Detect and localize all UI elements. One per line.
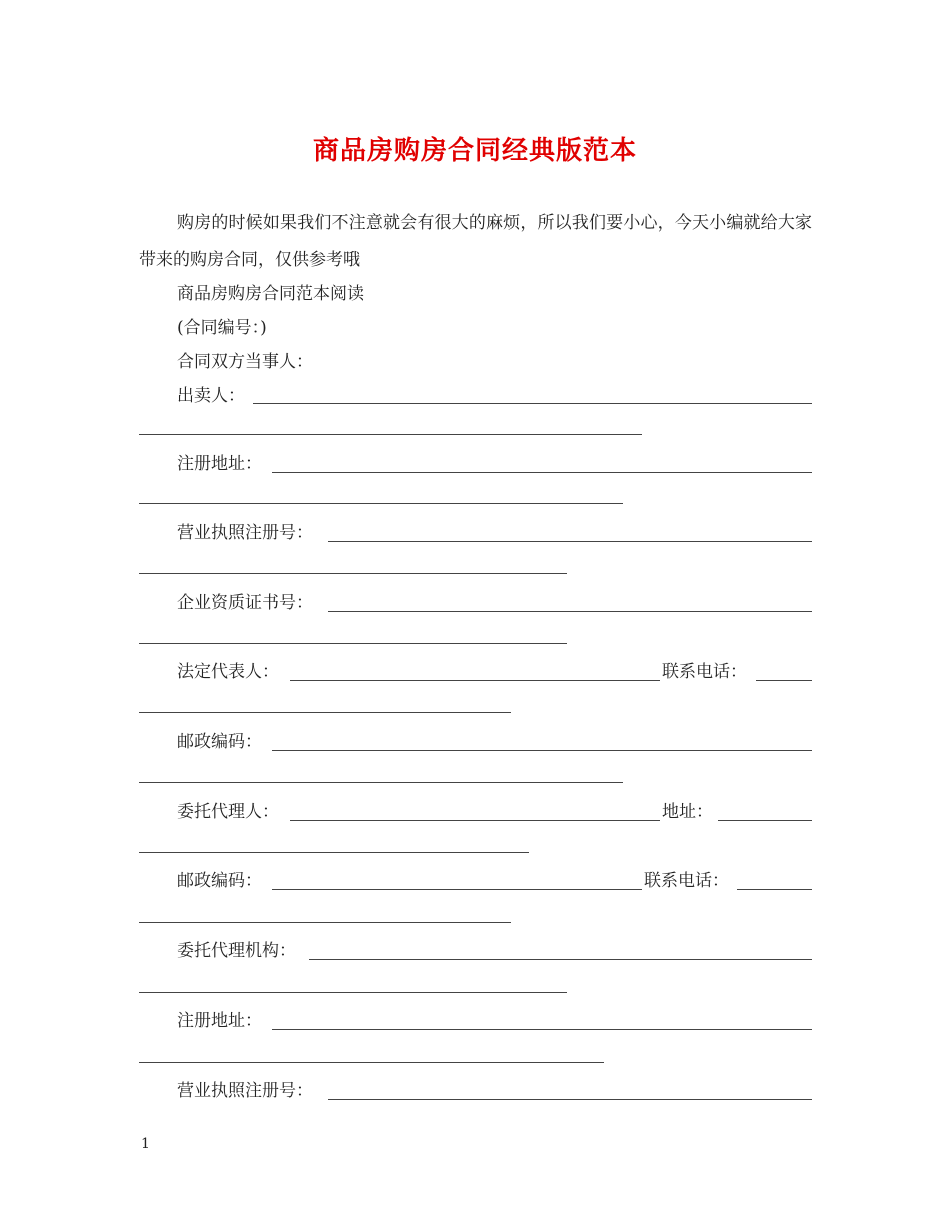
legal-representative-blank-line	[290, 680, 660, 681]
seller-label: 出卖人：	[177, 386, 245, 406]
agency-blank-line-continued	[139, 992, 567, 993]
page-number: 1	[141, 1136, 150, 1152]
agency-registered-address-blank-line-continued	[139, 1062, 604, 1063]
postal-code-label: 邮政编码：	[177, 732, 262, 752]
qualification-cert-blank-line-continued	[139, 643, 567, 644]
seller-blank-line-continued	[139, 434, 642, 435]
seller-blank-line	[253, 403, 812, 404]
intro-paragraph: 购房的时候如果我们不注意就会有很大的麻烦，所以我们要小心，今天小编就给大家带来的购房合同，仅供参考哦	[139, 213, 812, 270]
agent-postal-code-blank-line	[272, 889, 642, 890]
address-blank-line	[718, 820, 812, 821]
registered-address-label: 注册地址：	[177, 454, 262, 474]
qualification-cert-blank-line	[328, 611, 812, 612]
registered-address-blank-line-continued	[139, 503, 623, 504]
subtitle-line: 商品房购房合同范本阅读	[177, 284, 364, 304]
address-blank-line-continued	[139, 852, 529, 853]
agent-contact-phone-label: 联系电话：	[644, 871, 729, 891]
agent-blank-line	[290, 820, 660, 821]
business-license-blank-line-continued	[139, 573, 567, 574]
agent-contact-phone-blank-line	[737, 889, 812, 890]
business-license-label: 营业执照注册号：	[177, 523, 313, 543]
agency-registered-address-blank-line	[272, 1029, 812, 1030]
postal-code-blank-line	[272, 750, 812, 751]
business-license-blank-line	[328, 541, 812, 542]
legal-representative-label: 法定代表人：	[177, 662, 279, 682]
parties-heading: 合同双方当事人：	[177, 352, 313, 372]
agency-registered-address-label: 注册地址：	[177, 1011, 262, 1031]
agent-label: 委托代理人：	[177, 802, 279, 822]
qualification-cert-label: 企业资质证书号：	[177, 593, 313, 613]
postal-code-blank-line-continued	[139, 782, 623, 783]
contact-phone-label: 联系电话：	[662, 662, 747, 682]
document-title: 商品房购房合同经典版范本	[312, 136, 637, 166]
registered-address-blank-line	[272, 472, 812, 473]
contact-phone-blank-line	[756, 680, 812, 681]
contract-number-line: (合同编号：)	[177, 318, 267, 338]
agent-contact-phone-blank-line-continued	[139, 922, 511, 923]
address-label: 地址：	[662, 802, 713, 822]
agency-blank-line	[309, 959, 812, 960]
agency-label: 委托代理机构：	[177, 941, 296, 961]
agency-business-license-label: 营业执照注册号：	[177, 1081, 313, 1101]
agent-postal-code-label: 邮政编码：	[177, 871, 262, 891]
contact-phone-blank-line-continued	[139, 712, 511, 713]
agency-business-license-blank-line	[328, 1099, 812, 1100]
